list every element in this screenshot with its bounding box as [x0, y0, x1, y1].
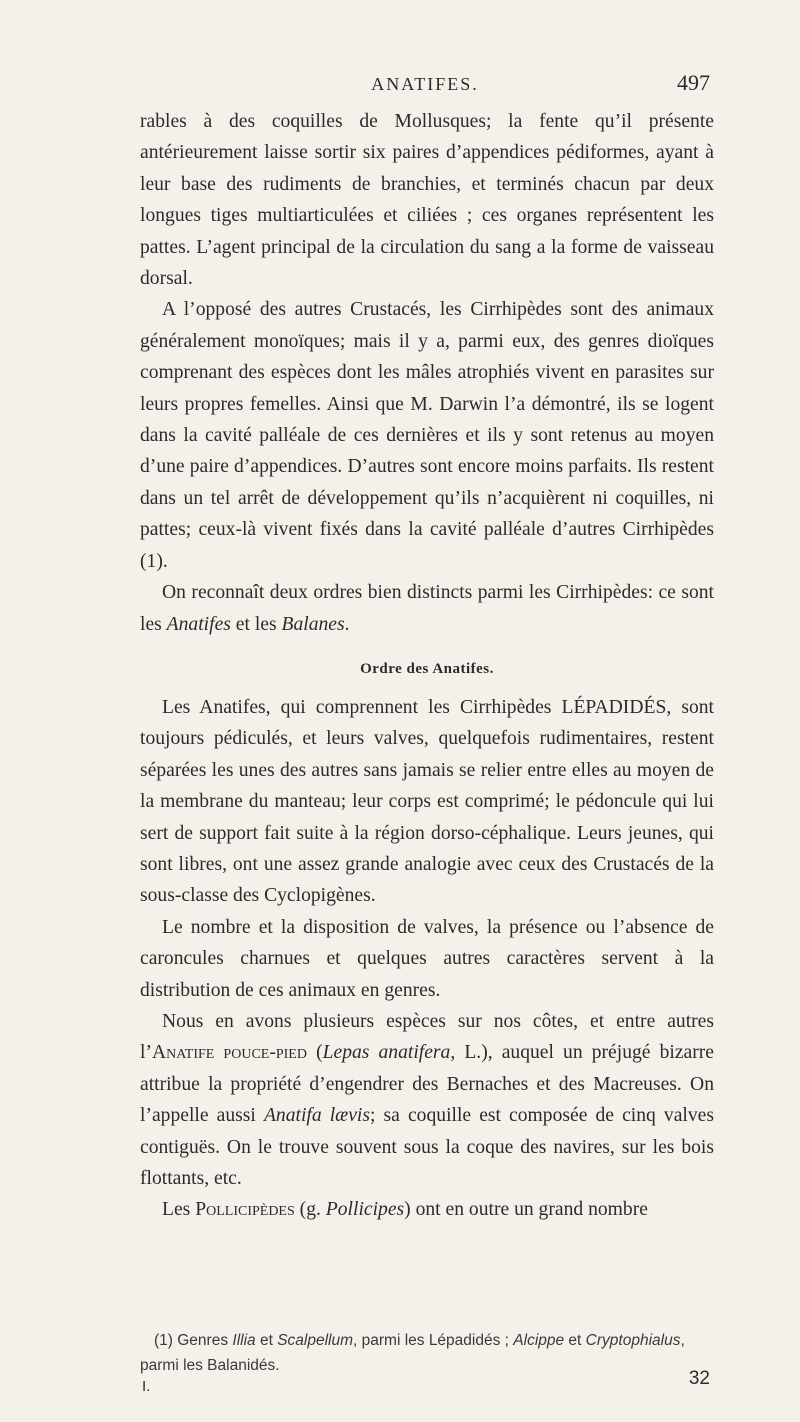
body-text: [140, 106, 714, 1226]
text-run: .: [344, 613, 350, 635]
paragraph: [140, 1194, 714, 1225]
section-heading: Ordre des Anatifes.: [360, 660, 494, 677]
italic-term: Anatifes: [166, 613, 231, 635]
text-run: On reconnaît deux ordres bien distincts parmi les Cirrhipèdes: ce sont les: [140, 582, 714, 635]
text-run: (1) Genres: [154, 1332, 233, 1349]
text-run: ) ont en outre un grand nombre: [404, 1199, 648, 1221]
italic-term: Anatifa lævis: [263, 1105, 371, 1127]
smallcaps-term: Anatife pouce-pied: [151, 1042, 307, 1064]
text-run: , parmi les Balanidés.: [140, 1332, 685, 1374]
footnote-text: [140, 1328, 714, 1378]
text-run: , L.), auquel un préjugé bizarre attribue la propriété d’engendrer des Bernaches et des Macreuses. On l’appelle aussi: [140, 1042, 714, 1127]
page-header: [140, 70, 710, 102]
text-run: (g.: [294, 1199, 326, 1221]
text-run: (: [306, 1042, 323, 1064]
text-run: et: [564, 1332, 586, 1349]
running-head: ANATIFES.: [371, 74, 479, 94]
paragraph: [140, 577, 714, 640]
text-run: ; sa coquille est composée de cinq valves contiguës. On le trouve souvent sous la coque des navires, sur les bois flottants, etc.: [140, 1105, 714, 1189]
text-run: Les: [162, 1199, 196, 1221]
paragraph: rables à des coquilles de Mollusques; la fente qu’il présente antérieurement laisse sortir six paires d’appendices pédiformes, ayant à leur base des rudiments de branchies, et terminés chacun par deux longues tiges multiarticulées et ciliées ; ces organes représentent les pattes. L’agent principal de la circulation du sang a la forme de vaisseau dorsal.: [140, 111, 714, 290]
italic-term: Cryptophialus: [585, 1332, 681, 1349]
sheet-number: 32: [688, 1368, 710, 1389]
paragraph: [140, 1006, 714, 1194]
signature-mark: I.: [142, 1378, 151, 1395]
smallcaps-term: Pollicipèdes: [195, 1199, 295, 1221]
paragraph: A l’opposé des autres Crustacés, les Cirrhipèdes sont des animaux généralement monoïques; mais il y a, parmi eux, des genres dioïques comprenant des espèces dont les mâles atrophiés vivent en parasites sur leurs propres femelles. Ainsi que M. Darwin l’a démontré, ils se logent dans la cavité palléale de ces dernières et ils y sont retenus au moyen d’une paire d’appendices. D’autres sont encore moins parfaits. Ils restent dans un tel arrêt de développement qu’ils n’acquièrent ni coquilles, ni pattes; ceux-là vivent fixés dans la cavité palléale d’autres Cirrhipèdes (1).: [140, 299, 714, 572]
text-run: Nous en avons plusieurs espèces sur nos côtes, et entre autres l’: [140, 1010, 714, 1064]
italic-term: Lepas anatifera: [322, 1042, 451, 1064]
italic-term: Alcippe: [513, 1332, 565, 1349]
page-number: 497: [677, 70, 710, 95]
paragraph: Le nombre et la disposition de valves, la présence ou l’absence de caroncules charnues et quelques autres caractères servent à la distribution de ces animaux en genres.: [140, 916, 714, 1001]
footnote: [140, 1328, 714, 1378]
italic-term: Balanes: [281, 613, 345, 635]
paragraph: Les Anatifes, qui comprennent les Cirrhipèdes LÉPADIDÉS, sont toujours pédiculés, et leurs valves, quelquefois rudimentaires, restent séparées les unes des autres sans jamais se relier entre elles au moyen de la membrane du manteau; leur corps est comprimé; le pédoncule qui lui sert de support fait suite à la région dorso-céphalique. Leurs jeunes, qui sont libres, ont une assez grande analogie avec ceux des Crustacés de la sous-classe des Cyclopigènes.: [140, 696, 714, 907]
text-run: et les: [230, 613, 282, 635]
text-run: , parmi les Lépadidés ;: [353, 1332, 514, 1349]
italic-term: Illia: [232, 1332, 256, 1349]
italic-term: Pollicipes: [325, 1199, 405, 1221]
text-run: et: [255, 1332, 278, 1349]
italic-term: Scalpellum: [277, 1332, 354, 1349]
